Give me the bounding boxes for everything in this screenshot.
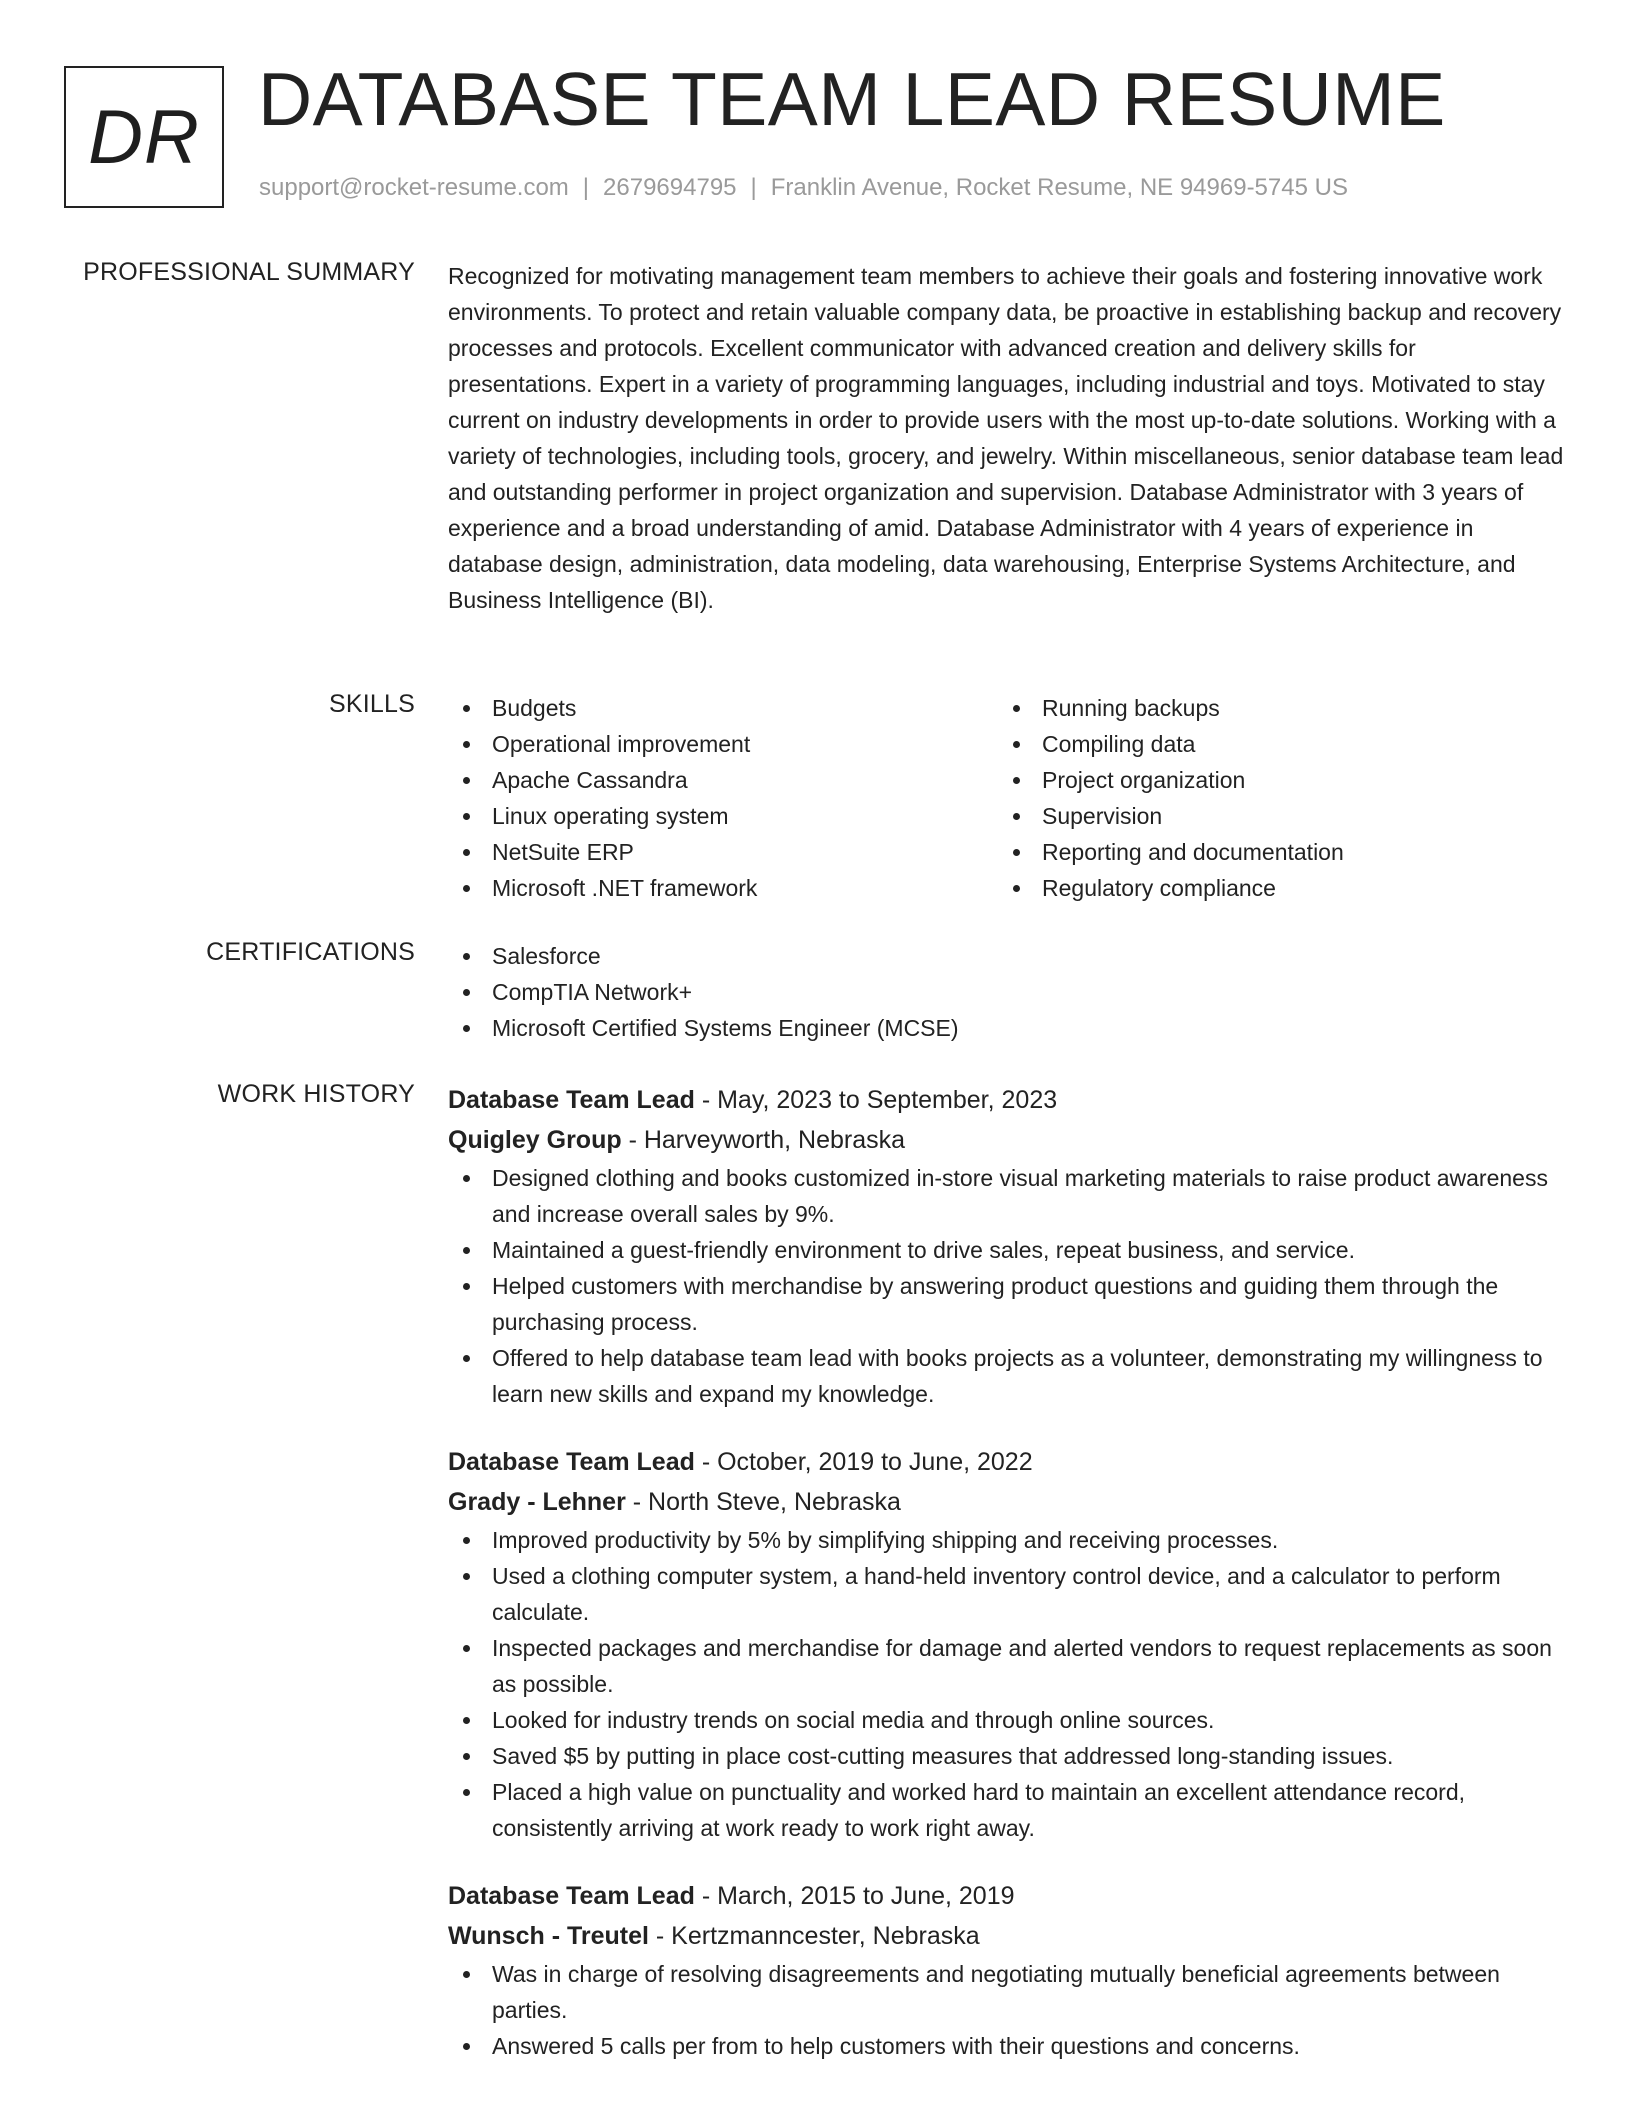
job-dates: - October, 2019 to June, 2022: [694, 1448, 1033, 1476]
skills-list-right: [998, 690, 1548, 906]
section-label-summary: PROFESSIONAL SUMMARY: [83, 258, 415, 286]
skill-item: Project organization: [998, 762, 1548, 798]
job-bullet: Looked for industry trends on social media and through online sources.: [448, 1702, 1564, 1738]
job-bullet: Offered to help database team lead with books projects as a volunteer, demonstrating my willingness to learn new skills and expand my knowledge.: [448, 1340, 1564, 1412]
job-bullet: Used a clothing computer system, a hand-held inventory control device, and a calculator to perform calculate.: [448, 1558, 1564, 1630]
job-bullet: Placed a high value on punctuality and worked hard to maintain an excellent attendance record, consistently arriving at work ready to work right away.: [448, 1774, 1564, 1846]
job-company-line: [448, 1482, 1564, 1522]
job-title: Database Team Lead: [448, 1882, 695, 1910]
job-dates: - March, 2015 to June, 2019: [694, 1882, 1015, 1910]
job-bullet: Helped customers with merchandise by answering product questions and guiding them through the purchasing process.: [448, 1268, 1564, 1340]
skill-item: Reporting and documentation: [998, 834, 1548, 870]
job-location: - Harveyworth, Nebraska: [621, 1126, 906, 1154]
section-label-skills: SKILLS: [329, 690, 415, 718]
skill-item: Compiling data: [998, 726, 1548, 762]
job-location: - Kertzmanncester, Nebraska: [648, 1922, 980, 1950]
summary-body: [448, 258, 1564, 618]
job-bullets: [448, 1956, 1564, 2064]
section-label-work-history: WORK HISTORY: [217, 1080, 415, 1108]
job-bullet: Designed clothing and books customized in-store visual marketing materials to raise product awareness and increase overall sales by 9%.: [448, 1160, 1564, 1232]
job-title-line: [448, 1442, 1564, 1482]
job-bullet: Maintained a guest-friendly environment to drive sales, repeat business, and service.: [448, 1232, 1564, 1268]
job-company-line: [448, 1120, 1564, 1160]
certifications-body: [448, 938, 1564, 1046]
job-entry: [448, 1442, 1564, 1846]
contact-line: [259, 174, 1348, 202]
job-bullet: Was in charge of resolving disagreements and negotiating mutually beneficial agreements between parties.: [448, 1956, 1564, 2028]
monogram-badge: DR: [64, 66, 224, 208]
job-company: Grady - Lehner: [448, 1488, 626, 1516]
certification-item: CompTIA Network+: [448, 974, 1564, 1010]
job-bullet: Saved $5 by putting in place cost-cutting measures that addressed long-standing issues.: [448, 1738, 1564, 1774]
job-bullet: Inspected packages and merchandise for damage and alerted vendors to request replacements as soon as possible.: [448, 1630, 1564, 1702]
skill-item: Running backups: [998, 690, 1548, 726]
job-title-line: [448, 1080, 1564, 1120]
contact-phone: 2679694795: [603, 174, 737, 201]
job-dates: - May, 2023 to September, 2023: [694, 1086, 1058, 1114]
job-entry: [448, 1080, 1564, 1412]
job-entry: [448, 1876, 1564, 2064]
job-bullet: Answered 5 calls per from to help customers with their questions and concerns.: [448, 2028, 1564, 2064]
skill-item: Linux operating system: [448, 798, 998, 834]
job-title: Database Team Lead: [448, 1086, 695, 1114]
contact-email: support@rocket-resume.com: [259, 174, 569, 201]
contact-separator: |: [582, 174, 590, 201]
job-title: Database Team Lead: [448, 1448, 695, 1476]
work-history-body: [448, 1080, 1564, 2064]
section-label-certifications: CERTIFICATIONS: [206, 938, 415, 966]
contact-separator: |: [750, 174, 757, 201]
skill-item: Microsoft .NET framework: [448, 870, 998, 906]
certification-item: Salesforce: [448, 938, 1564, 974]
job-company: Wunsch - Treutel: [448, 1922, 649, 1950]
job-bullets: [448, 1522, 1564, 1846]
job-company-line: [448, 1916, 1564, 1956]
skill-item: NetSuite ERP: [448, 834, 998, 870]
certifications-list: [448, 938, 1564, 1046]
job-company: Quigley Group: [448, 1126, 622, 1154]
job-title-line: [448, 1876, 1564, 1916]
contact-address: Franklin Avenue, Rocket Resume, NE 94969-5745 US: [770, 174, 1348, 201]
skill-item: Supervision: [998, 798, 1548, 834]
summary-text: Recognized for motivating management team members to achieve their goals and fostering innovative work environments. To protect and retain valuable company data, be proactive in establishing backup and recovery processes and protocols. Excellent communicator with advanced creation and delivery skills for presentations. Expert in a variety of programming languages, including industrial and toys. Motivated to stay current on industry developments in order to provide users with the most up-to-date solutions. Working with a variety of technologies, including tools, grocery, and jewelry. Within miscellaneous, senior database team lead and outstanding performer in project organization and supervision. Database Administrator with 3 years of experience and a broad understanding of amid. Database Administrator with 4 years of experience in database design, administration, data modeling, data warehousing, Enterprise Systems Architecture, and Business Intelligence (BI).: [448, 263, 1564, 613]
certification-item: Microsoft Certified Systems Engineer (MCSE): [448, 1010, 1564, 1046]
skills-body: [448, 690, 1564, 906]
skill-item: Operational improvement: [448, 726, 998, 762]
resume-title: DATABASE TEAM LEAD RESUME: [258, 57, 1446, 141]
skill-item: Regulatory compliance: [998, 870, 1548, 906]
skills-list-left: [448, 690, 998, 906]
skill-item: Budgets: [448, 690, 998, 726]
skill-item: Apache Cassandra: [448, 762, 998, 798]
job-location: - North Steve, Nebraska: [625, 1488, 901, 1516]
job-bullet: Improved productivity by 5% by simplifying shipping and receiving processes.: [448, 1522, 1564, 1558]
job-bullets: [448, 1160, 1564, 1412]
